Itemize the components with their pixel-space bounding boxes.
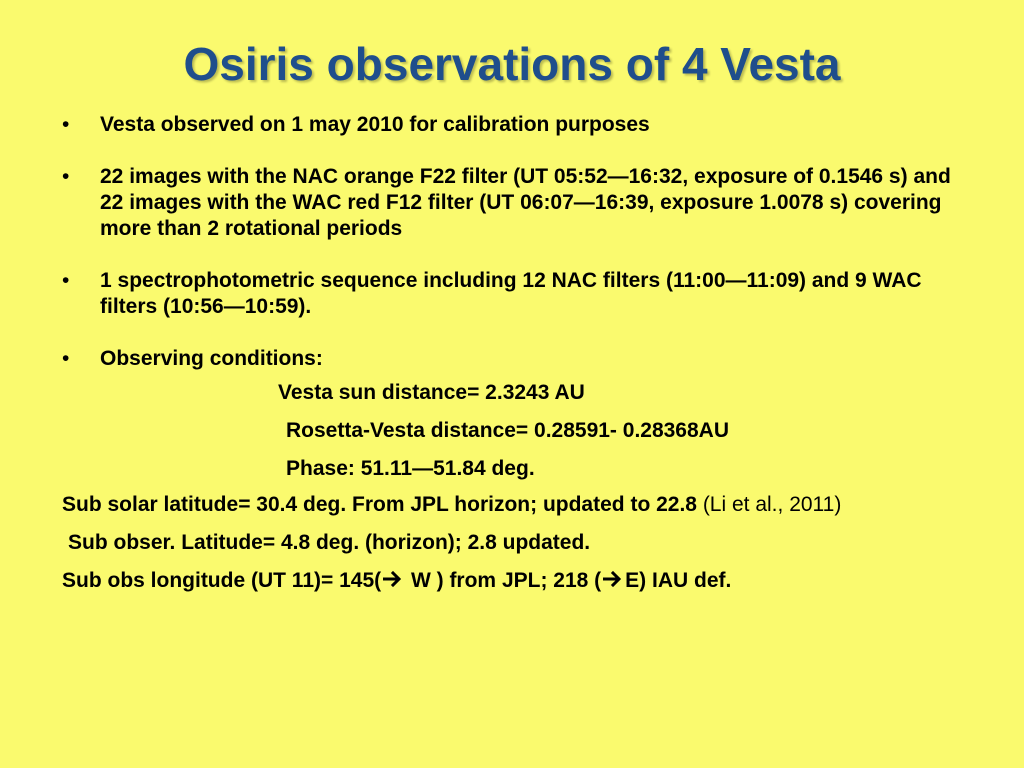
bullet-icon: •: [62, 347, 70, 370]
subsolar-latitude: [62, 492, 962, 518]
subobser-latitude: Sub obser. Latitude= 4.8 deg. (horizon); 2.8 updated.: [68, 531, 591, 554]
bullet-text: Vesta observed on 1 may 2010 for calibration purposes: [100, 113, 650, 136]
arrow-right-icon: [603, 568, 623, 594]
slide-title: Osiris observations of 4 Vesta: [183, 38, 841, 90]
bullet-text: 22 images with the NAC orange F22 filter (UT 05:52—16:32, exposure of 0.1546 s) and 22 images with the WAC red F12 filter (UT 06:07—16:39, exposure 1.0078 s) covering more than 2 rotational periods: [100, 165, 951, 240]
subsolar-main: Sub solar latitude= 30.4 deg. From JPL horizon; updated to 22.8: [62, 493, 697, 516]
bullet-icon: •: [62, 269, 70, 292]
subobs-longitude-part3: E) IAU def.: [625, 569, 732, 592]
bullet-item: [62, 346, 962, 372]
bullet-item: [62, 112, 962, 138]
arrow-right-icon: [383, 568, 403, 594]
phase: Phase: 51.11—51.84 deg.: [286, 457, 535, 480]
bullet-text: 1 spectrophotometric sequence including 12 NAC filters (11:00—11:09) and 9 WAC filters (10:56—10:59).: [100, 269, 922, 318]
subobs-longitude-part1: Sub obs longitude (UT 11)= 145(: [62, 569, 382, 592]
bullet-icon: •: [62, 113, 70, 136]
bullet-item: [62, 164, 962, 242]
subobs-longitude: [62, 568, 962, 594]
rosetta-distance: Rosetta-Vesta distance= 0.28591- 0.28368AU: [286, 419, 729, 442]
sun-distance: Vesta sun distance= 2.3243 AU: [278, 381, 585, 404]
bullet-icon: •: [62, 165, 70, 188]
slide-body: [62, 112, 962, 594]
bullet-text: Observing conditions:: [100, 347, 323, 370]
bullet-item: [62, 268, 962, 320]
subobs-longitude-part2: W ) from JPL; 218 (: [405, 569, 602, 592]
subsolar-citation: (Li et al., 2011): [696, 493, 842, 516]
